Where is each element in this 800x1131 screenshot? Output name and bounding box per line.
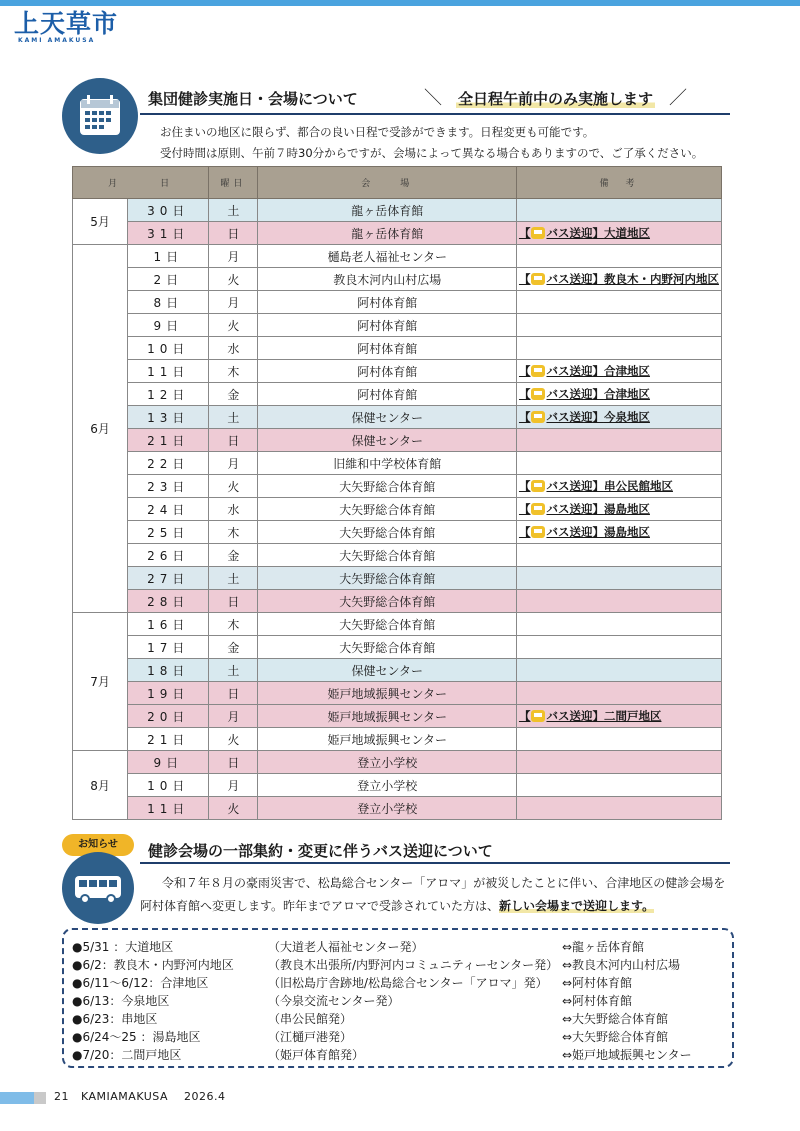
note-cell: [516, 682, 721, 705]
day-cell: 22日: [128, 452, 209, 475]
bus-area: 湯島地区: [603, 525, 650, 539]
dow-cell: 日: [209, 590, 258, 613]
dow-cell: 月: [209, 291, 258, 314]
intro-text: [160, 122, 703, 164]
footer-accent-grey: [34, 1092, 46, 1104]
day-cell: 25日: [128, 521, 209, 544]
dow-cell: 水: [209, 337, 258, 360]
header-date: 月 日: [73, 167, 209, 199]
notice-divider: [140, 862, 730, 864]
dow-cell: 日: [209, 222, 258, 245]
venue-cell: 大矢野総合体育館: [258, 636, 517, 659]
bus-label: バス送迎: [546, 525, 593, 539]
magazine-name: KAMIAMAKUSA: [81, 1090, 169, 1103]
venue-cell: 旧維和中学校体育館: [258, 452, 517, 475]
note-cell: [516, 406, 721, 429]
table-row: [73, 751, 722, 774]
dow-cell: 火: [209, 268, 258, 291]
footer-accent: [0, 1092, 34, 1104]
note-cell: [516, 567, 721, 590]
day-cell: 2日: [128, 268, 209, 291]
footer-text: [54, 1090, 226, 1103]
table-row: [73, 567, 722, 590]
bus-label: バス送迎: [546, 387, 593, 401]
header-dow: 曜日: [209, 167, 258, 199]
schedule-table: [72, 166, 722, 820]
route-area: ●5/31 ：大道地区: [72, 940, 174, 954]
calendar-icon: [62, 78, 138, 154]
day-cell: 1日: [128, 245, 209, 268]
dow-cell: 月: [209, 245, 258, 268]
bus-area: 合津地区: [603, 387, 650, 401]
note-cell: [516, 705, 721, 728]
table-row: [73, 475, 722, 498]
bus-small-icon: [531, 710, 545, 722]
bus-note: 【 バス送迎】串公民館地区: [518, 479, 673, 493]
table-row: [73, 613, 722, 636]
venue-cell: 樋島老人福祉センター: [258, 245, 517, 268]
dow-cell: 土: [209, 567, 258, 590]
venue-cell: 阿村体育館: [258, 360, 517, 383]
note-cell: [516, 291, 721, 314]
dow-cell: 火: [209, 797, 258, 820]
dow-cell: 火: [209, 475, 258, 498]
note-cell: [516, 475, 721, 498]
table-row: [73, 406, 722, 429]
bus-note: 【 バス送迎】湯島地区: [518, 525, 650, 539]
day-cell: 10日: [128, 337, 209, 360]
bus-small-icon: [531, 503, 545, 515]
route-from: （江樋戸港発）: [268, 1030, 353, 1044]
venue-cell: 龍ヶ岳体育館: [258, 199, 517, 222]
day-cell: 16日: [128, 613, 209, 636]
bus-note: 【 バス送迎】大道地区: [518, 226, 650, 240]
venue-cell: 登立小学校: [258, 751, 517, 774]
dow-cell: 木: [209, 613, 258, 636]
note-cell: [516, 314, 721, 337]
bus-note: 【 バス送迎】今泉地区: [518, 410, 650, 424]
route-area: ●6/2：教良木・内野河内地区: [72, 958, 234, 972]
day-cell: 27日: [128, 567, 209, 590]
table-row: [73, 291, 722, 314]
table-row: [73, 797, 722, 820]
bus-small-icon: [531, 365, 545, 377]
note-cell: [516, 199, 721, 222]
logo-subtext: KAMI AMAKUSA: [18, 37, 96, 44]
bus-area: 今泉地区: [603, 410, 650, 424]
day-cell: 11日: [128, 797, 209, 820]
note-cell: [516, 544, 721, 567]
table-row: [73, 429, 722, 452]
bus-note: 【 バス送迎】教良木・内野河内地区: [518, 272, 719, 286]
section-title: 集団健診実施日・会場について: [148, 90, 358, 108]
venue-cell: 龍ヶ岳体育館: [258, 222, 517, 245]
venue-cell: 登立小学校: [258, 774, 517, 797]
dow-cell: 月: [209, 705, 258, 728]
note-cell: [516, 245, 721, 268]
dow-cell: 土: [209, 659, 258, 682]
note-cell: [516, 383, 721, 406]
notice-title: 健診会場の一部集約・変更に伴うバス送迎について: [148, 842, 493, 860]
bus-area: 二間戸地区: [603, 709, 662, 723]
header-venue: 会 場: [258, 167, 517, 199]
note-cell: [516, 636, 721, 659]
table-row: [73, 199, 722, 222]
venue-cell: 阿村体育館: [258, 337, 517, 360]
table-header-row: [73, 167, 722, 199]
page-number: 21: [54, 1090, 69, 1103]
day-cell: 24日: [128, 498, 209, 521]
day-cell: 8日: [128, 291, 209, 314]
note-cell: [516, 337, 721, 360]
venue-cell: 保健センター: [258, 429, 517, 452]
note-cell: [516, 429, 721, 452]
dow-cell: 日: [209, 751, 258, 774]
route-from: （教良木出張所/内野河内コミュニティーセンター発）: [268, 958, 559, 972]
bus-label: バス送迎: [546, 226, 593, 240]
venue-cell: 姫戸地域振興センター: [258, 682, 517, 705]
table-row: [73, 314, 722, 337]
bus-label: バス送迎: [546, 272, 593, 286]
route-from: （串公民館発）: [268, 1012, 353, 1026]
route-to: ⇔阿村体育館: [562, 994, 633, 1008]
bus-area: 大道地区: [603, 226, 650, 240]
bus-small-icon: [531, 480, 545, 492]
dow-cell: 土: [209, 406, 258, 429]
notice-badge: お知らせ: [62, 834, 134, 856]
bus-small-icon: [531, 227, 545, 239]
table-row: [73, 222, 722, 245]
note-cell: [516, 613, 721, 636]
table-row: [73, 360, 722, 383]
venue-cell: 姫戸地域振興センター: [258, 705, 517, 728]
venue-cell: 保健センター: [258, 406, 517, 429]
route-to: ⇔大矢野総合体育館: [562, 1012, 669, 1026]
route-from: （今泉交流センター発）: [268, 994, 400, 1008]
bus-area: 湯島地区: [603, 502, 650, 516]
dow-cell: 木: [209, 360, 258, 383]
bus-label: バス送迎: [546, 479, 593, 493]
month-cell: 7月: [73, 613, 128, 751]
table-row: [73, 544, 722, 567]
venue-cell: 大矢野総合体育館: [258, 567, 517, 590]
table-row: [73, 682, 722, 705]
note-cell: [516, 268, 721, 291]
table-row: [73, 728, 722, 751]
day-cell: 17日: [128, 636, 209, 659]
note-cell: [516, 751, 721, 774]
dow-cell: 土: [209, 199, 258, 222]
day-cell: 11日: [128, 360, 209, 383]
title-divider: [140, 113, 730, 115]
issue-date: 2026.4: [184, 1090, 226, 1103]
note-cell: [516, 659, 721, 682]
day-cell: 10日: [128, 774, 209, 797]
dow-cell: 金: [209, 544, 258, 567]
month-cell: 8月: [73, 751, 128, 820]
intro-line-2: 受付時間は原則、午前７時30分からですが、会場によって異なる場合もありますので、ご了承ください。: [160, 146, 704, 160]
day-cell: 31日: [128, 222, 209, 245]
venue-cell: 大矢野総合体育館: [258, 498, 517, 521]
dow-cell: 日: [209, 429, 258, 452]
day-cell: 9日: [128, 751, 209, 774]
bus-label: バス送迎: [546, 410, 593, 424]
venue-cell: 保健センター: [258, 659, 517, 682]
city-logo: [14, 10, 124, 46]
table-row: [73, 521, 722, 544]
venue-cell: 大矢野総合体育館: [258, 613, 517, 636]
bus-label: バス送迎: [546, 709, 593, 723]
venue-cell: 大矢野総合体育館: [258, 475, 517, 498]
table-row: [73, 337, 722, 360]
bus-small-icon: [531, 411, 545, 423]
section-tagline: ＼ 全日程午前中のみ実施します ／: [424, 88, 688, 109]
table-row: [73, 268, 722, 291]
note-cell: [516, 360, 721, 383]
note-cell: [516, 498, 721, 521]
intro-line-1: お住まいの地区に限らず、都合の良い日程で受診ができます。日程変更も可能です。: [160, 125, 595, 139]
venue-cell: 阿村体育館: [258, 314, 517, 337]
notice-body-highlight: 新しい会場まで送迎します。: [499, 899, 655, 913]
route-area: ●6/11～6/12：合津地区: [72, 976, 209, 990]
day-cell: 26日: [128, 544, 209, 567]
bus-note: 【 バス送迎】合津地区: [518, 387, 650, 401]
tagline-text: 全日程午前中のみ実施します: [458, 90, 654, 108]
dow-cell: 金: [209, 636, 258, 659]
notice-body-text: 令和７年８月の豪雨災害で、松島総合センター「アロマ」が被災したことに伴い、合津地区の健診会場を阿村体育館へ変更します。昨年までアロマで受診されていた方は、: [140, 876, 726, 913]
dow-cell: 月: [209, 774, 258, 797]
day-cell: 9日: [128, 314, 209, 337]
route-area: ●6/24～25 ：湯島地区: [72, 1030, 201, 1044]
bus-note: 【 バス送迎】湯島地区: [518, 502, 650, 516]
venue-cell: 大矢野総合体育館: [258, 544, 517, 567]
bus-small-icon: [531, 273, 545, 285]
note-cell: [516, 222, 721, 245]
table-row: [73, 590, 722, 613]
note-cell: [516, 797, 721, 820]
venue-cell: 姫戸地域振興センター: [258, 728, 517, 751]
table-row: [73, 636, 722, 659]
notice-body: [140, 872, 730, 918]
bus-area: 教良木・内野河内地区: [603, 272, 719, 286]
bus-icon: [62, 852, 134, 924]
dow-cell: 日: [209, 682, 258, 705]
table-row: [73, 498, 722, 521]
day-cell: 12日: [128, 383, 209, 406]
route-to: ⇔大矢野総合体育館: [562, 1030, 669, 1044]
bus-label: バス送迎: [546, 502, 593, 516]
bus-routes-box: [62, 928, 734, 1068]
bus-small-icon: [531, 388, 545, 400]
route-from: （旧松島庁舎跡地/松島総合センター「アロマ」発）: [268, 976, 548, 990]
route-area: ●6/13：今泉地区: [72, 994, 170, 1008]
day-cell: 28日: [128, 590, 209, 613]
venue-cell: 大矢野総合体育館: [258, 590, 517, 613]
dow-cell: 水: [209, 498, 258, 521]
day-cell: 20日: [128, 705, 209, 728]
venue-cell: 阿村体育館: [258, 383, 517, 406]
route-area: ●7/20：二間戸地区: [72, 1048, 182, 1062]
route-to: ⇔姫戸地域振興センター: [562, 1048, 692, 1062]
table-row: [73, 383, 722, 406]
dow-cell: 月: [209, 452, 258, 475]
bus-area: 串公民館地区: [603, 479, 673, 493]
bus-note: 【 バス送迎】合津地区: [518, 364, 650, 378]
venue-cell: 登立小学校: [258, 797, 517, 820]
route-to: ⇔龍ヶ岳体育館: [562, 940, 645, 954]
table-row: [73, 245, 722, 268]
bus-note: 【 バス送迎】二間戸地区: [518, 709, 662, 723]
day-cell: 13日: [128, 406, 209, 429]
table-row: [73, 705, 722, 728]
note-cell: [516, 590, 721, 613]
bus-area: 合津地区: [603, 364, 650, 378]
table-row: [73, 774, 722, 797]
route-area: ●6/23：串地区: [72, 1012, 158, 1026]
table-row: [73, 452, 722, 475]
route-from: （姫戸体育館発）: [268, 1048, 365, 1062]
dow-cell: 木: [209, 521, 258, 544]
dow-cell: 火: [209, 728, 258, 751]
note-cell: [516, 521, 721, 544]
note-cell: [516, 774, 721, 797]
day-cell: 19日: [128, 682, 209, 705]
day-cell: 18日: [128, 659, 209, 682]
day-cell: 30日: [128, 199, 209, 222]
venue-cell: 大矢野総合体育館: [258, 521, 517, 544]
note-cell: [516, 452, 721, 475]
logo-text: 上天草市: [14, 9, 119, 38]
dow-cell: 金: [209, 383, 258, 406]
header-note: 備 考: [516, 167, 721, 199]
month-cell: 5月: [73, 199, 128, 245]
table-row: [73, 659, 722, 682]
venue-cell: 阿村体育館: [258, 291, 517, 314]
dow-cell: 火: [209, 314, 258, 337]
schedule-body: [73, 199, 722, 820]
venue-cell: 教良木河内山村広場: [258, 268, 517, 291]
route-to: ⇔阿村体育館: [562, 976, 633, 990]
bus-small-icon: [531, 526, 545, 538]
route-to: ⇔教良木河内山村広場: [562, 958, 681, 972]
day-cell: 21日: [128, 429, 209, 452]
day-cell: 23日: [128, 475, 209, 498]
route-from: （大道老人福祉センター発）: [268, 940, 424, 954]
note-cell: [516, 728, 721, 751]
bus-label: バス送迎: [546, 364, 593, 378]
day-cell: 21日: [128, 728, 209, 751]
month-cell: 6月: [73, 245, 128, 613]
top-accent-bar: [0, 0, 800, 6]
